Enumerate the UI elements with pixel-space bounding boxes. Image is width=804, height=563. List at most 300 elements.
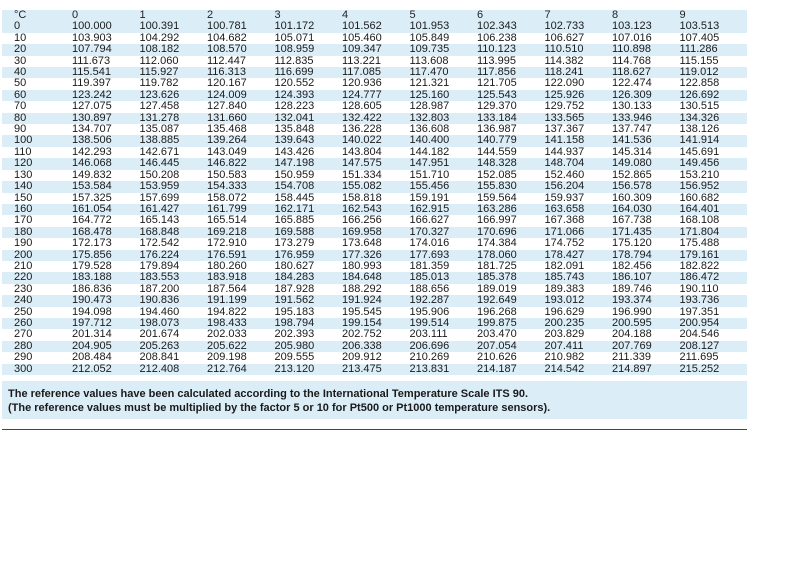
value-cell: 187.200 [139,282,180,295]
value-cell: 121.321 [409,77,450,90]
value-cell: 133.565 [544,111,585,124]
value-cell: 158.818 [342,191,382,204]
value-cell: 201.674 [139,328,180,341]
temperature-cell: 90 [14,123,27,136]
value-cell: 168.848 [139,225,180,238]
value-cell: 200.595 [612,316,652,329]
table-body [2,21,747,375]
value-cell: 138.885 [139,134,180,147]
value-cell: 171.066 [544,225,585,238]
column-header: 5 [409,9,416,21]
temperature-cell: 140 [14,180,33,193]
value-cell: 202.393 [274,328,315,341]
value-cell: 115.155 [679,54,719,67]
value-cell: 166.997 [477,214,517,227]
value-cell: 124.393 [274,88,315,101]
value-cell: 179.894 [139,259,180,272]
value-cell: 198.073 [139,316,180,329]
value-cell: 134.707 [72,123,112,136]
temperature-cell: 200 [14,248,33,261]
temperature-cell: 110 [14,145,32,158]
value-cell: 165.143 [139,214,180,227]
value-cell: 203.111 [409,328,448,341]
temperature-cell: 240 [14,294,33,307]
value-cell: 110.510 [544,43,584,56]
value-cell: 109.735 [409,43,450,56]
value-cell: 150.583 [207,168,247,181]
value-cell: 146.068 [72,157,112,170]
value-cell: 162.915 [409,202,450,215]
value-cell: 149.456 [679,157,720,170]
value-cell: 131.660 [207,111,247,124]
value-cell: 148.328 [477,157,517,170]
value-cell: 141.158 [544,134,585,147]
value-cell: 135.848 [274,123,315,136]
value-cell: 128.223 [274,100,315,113]
value-cell: 114.382 [544,54,584,67]
value-cell: 181.725 [477,259,517,272]
value-cell: 200.235 [544,316,585,329]
value-cell: 139.643 [274,134,315,147]
value-cell: 106.627 [544,31,585,44]
table-row [2,101,747,112]
value-cell: 132.803 [409,111,450,124]
value-cell: 183.188 [72,271,112,284]
value-cell: 135.087 [139,123,180,136]
value-cell: 190.110 [679,282,719,295]
value-cell: 158.445 [274,191,315,204]
value-cell: 124.777 [342,88,382,101]
value-cell: 196.268 [477,305,517,318]
notes-box [2,381,747,419]
value-cell: 123.626 [139,88,180,101]
value-cell: 180.993 [342,259,382,272]
value-cell: 204.188 [612,328,652,341]
value-cell: 171.804 [679,225,720,238]
value-cell: 157.699 [139,191,180,204]
value-cell: 174.384 [477,237,517,250]
temperature-cell: 150 [14,191,33,204]
column-header: 3 [274,9,281,21]
value-cell: 187.564 [207,282,247,295]
value-cell: 147.575 [342,157,382,170]
value-cell: 159.191 [409,191,450,204]
table-row [2,364,747,375]
value-cell: 147.951 [409,157,450,170]
value-cell: 110.123 [477,43,516,56]
value-cell: 207.769 [612,339,652,352]
value-cell: 206.696 [409,339,450,352]
value-cell: 115.927 [139,66,179,79]
value-cell: 192.287 [409,294,450,307]
value-cell: 182.091 [544,259,585,272]
value-cell: 156.204 [544,180,585,193]
table-row [2,352,747,363]
temperature-cell: 180 [14,225,33,238]
value-cell: 140.779 [477,134,517,147]
reference-table-sheet [2,10,747,430]
value-cell: 152.460 [544,168,585,181]
value-cell: 178.427 [544,248,585,261]
value-cell: 108.959 [274,43,315,56]
value-cell: 127.075 [72,100,112,113]
value-cell: 130.133 [612,100,652,113]
value-cell: 196.629 [544,305,585,318]
value-cell: 117.470 [409,66,449,79]
value-cell: 208.841 [139,351,180,364]
value-cell: 117.856 [477,66,516,79]
value-cell: 198.794 [274,316,315,329]
value-cell: 154.333 [207,180,247,193]
value-cell: 168.478 [72,225,112,238]
note-line-2: (The reference values must be multiplied by the factor 5 or 10 for Pt500 or Pt1000 temperature sensors). [8,402,551,414]
value-cell: 185.378 [477,271,517,284]
value-cell: 160.309 [612,191,652,204]
value-cell: 153.210 [679,168,720,181]
value-cell: 195.183 [274,305,315,318]
value-cell: 198.433 [207,316,247,329]
value-cell: 164.401 [679,202,720,215]
value-cell: 165.514 [207,214,247,227]
value-cell: 164.030 [612,202,652,215]
value-cell: 177.326 [342,248,382,261]
value-cell: 192.649 [477,294,517,307]
value-cell: 173.648 [342,237,382,250]
value-cell: 140.400 [409,134,450,147]
value-cell: 159.564 [477,191,517,204]
value-cell: 184.283 [274,271,315,284]
table-row [2,158,747,169]
value-cell: 204.905 [72,339,112,352]
value-cell: 193.736 [679,294,720,307]
column-header: 9 [679,9,686,21]
value-cell: 114.768 [612,54,651,67]
value-cell: 196.990 [612,305,652,318]
temperature-cell: 190 [14,237,33,250]
temperature-cell: 290 [14,351,33,364]
value-cell: 130.515 [679,100,720,113]
value-cell: 107.405 [679,31,720,44]
bottom-divider [2,429,747,430]
value-cell: 126.309 [612,88,652,101]
value-cell: 209.555 [274,351,315,364]
value-cell: 136.228 [342,123,382,136]
value-cell: 150.208 [139,168,180,181]
value-cell: 211.339 [612,351,651,364]
value-cell: 169.958 [342,225,382,238]
value-cell: 100.391 [139,20,180,33]
value-cell: 128.605 [342,100,382,113]
value-cell: 110.898 [612,43,651,56]
value-cell: 143.426 [274,145,315,158]
value-cell: 186.836 [72,282,112,295]
value-cell: 188.292 [342,282,382,295]
value-cell: 211.695 [679,351,719,364]
value-cell: 129.370 [477,100,517,113]
value-cell: 183.918 [207,271,247,284]
value-cell: 102.733 [544,20,585,33]
value-cell: 105.460 [342,31,382,44]
value-cell: 204.546 [679,328,720,341]
value-cell: 105.071 [274,31,315,44]
value-cell: 147.198 [274,157,315,170]
value-cell: 185.743 [544,271,585,284]
value-cell: 195.545 [342,305,382,318]
value-cell: 103.123 [612,20,652,33]
value-cell: 121.705 [477,77,517,90]
value-cell: 139.264 [207,134,247,147]
temperature-cell: 0 [14,20,21,33]
column-header: 4 [342,9,349,21]
value-cell: 173.279 [274,237,315,250]
value-cell: 166.256 [342,214,382,227]
temperature-cell: 50 [14,77,27,90]
value-cell: 112.060 [139,54,179,67]
value-cell: 212.764 [207,362,247,375]
value-cell: 146.445 [139,157,180,170]
value-cell: 143.804 [342,145,382,158]
value-cell: 162.543 [342,202,382,215]
value-cell: 101.172 [274,20,315,33]
value-cell: 164.772 [72,214,112,227]
value-cell: 209.912 [342,351,382,364]
value-cell: 136.987 [477,123,517,136]
value-cell: 191.562 [274,294,315,307]
value-cell: 155.082 [342,180,382,193]
temperature-cell: 280 [14,339,33,352]
value-cell: 163.658 [544,202,585,215]
value-cell: 140.022 [342,134,382,147]
value-cell: 182.822 [679,259,720,272]
value-cell: 153.584 [72,180,112,193]
value-cell: 143.049 [207,145,247,158]
value-cell: 163.286 [477,202,517,215]
value-cell: 166.627 [409,214,450,227]
value-cell: 117.085 [342,66,381,79]
value-cell: 175.856 [72,248,112,261]
value-cell: 155.456 [409,180,450,193]
value-cell: 127.840 [207,100,247,113]
value-cell: 190.836 [139,294,180,307]
value-cell: 142.293 [72,145,112,158]
value-cell: 205.980 [274,339,315,352]
value-cell: 210.982 [544,351,585,364]
value-cell: 201.314 [72,328,112,341]
value-cell: 109.347 [342,43,382,56]
value-cell: 145.691 [679,145,720,158]
value-cell: 130.897 [72,111,112,124]
temperature-cell: 300 [14,362,33,375]
value-cell: 189.383 [544,282,585,295]
value-cell: 156.578 [612,180,652,193]
value-cell: 105.849 [409,31,450,44]
value-cell: 186.107 [612,271,652,284]
value-cell: 108.182 [139,43,180,56]
value-cell: 197.712 [72,316,112,329]
value-cell: 207.054 [477,339,517,352]
value-cell: 111.286 [679,43,718,56]
value-cell: 175.120 [612,237,652,250]
value-cell: 112.835 [274,54,314,67]
value-cell: 178.060 [477,248,517,261]
value-cell: 116.699 [274,66,314,79]
temperature-cell: 30 [14,54,27,67]
value-cell: 200.954 [679,316,720,329]
temperature-cell: 230 [14,282,33,295]
value-cell: 209.198 [207,351,247,364]
value-cell: 190.473 [72,294,112,307]
value-cell: 214.542 [544,362,585,375]
value-cell: 205.263 [139,339,180,352]
temperature-cell: 10 [14,31,27,44]
value-cell: 182.456 [612,259,652,272]
value-cell: 170.696 [477,225,517,238]
value-cell: 152.085 [477,168,517,181]
column-header: 7 [544,9,551,21]
value-cell: 205.622 [207,339,247,352]
value-cell: 183.553 [139,271,180,284]
value-cell: 125.926 [544,88,585,101]
value-cell: 203.470 [477,328,517,341]
value-cell: 154.708 [274,180,315,193]
value-cell: 175.488 [679,237,720,250]
value-cell: 188.656 [409,282,450,295]
value-cell: 174.752 [544,237,585,250]
value-cell: 214.897 [612,362,652,375]
temperature-cell: 20 [14,43,27,56]
value-cell: 159.937 [544,191,585,204]
value-cell: 202.033 [207,328,247,341]
value-cell: 199.875 [477,316,517,329]
value-cell: 168.108 [679,214,720,227]
value-cell: 127.458 [139,100,180,113]
value-cell: 112.447 [207,54,246,67]
column-header: 0 [72,9,79,21]
value-cell: 194.822 [207,305,247,318]
temperature-cell: 160 [14,202,33,215]
value-cell: 111.673 [72,54,111,67]
value-cell: 180.627 [274,259,315,272]
value-cell: 107.016 [612,31,652,44]
value-cell: 179.528 [72,259,112,272]
table-row [2,181,747,192]
temperature-cell: 130 [14,168,33,181]
column-header: 8 [612,9,619,21]
value-cell: 126.692 [679,88,720,101]
value-cell: 119.012 [679,66,719,79]
value-cell: 191.199 [207,294,247,307]
note-line-1: The reference values have been calculated according to the International Temperature Scale ITS 90. [8,388,529,400]
value-cell: 115.541 [72,66,111,79]
value-cell: 212.052 [72,362,112,375]
value-cell: 160.682 [679,191,720,204]
value-cell: 122.474 [612,77,652,90]
value-cell: 145.314 [612,145,652,158]
value-cell: 103.903 [72,31,112,44]
value-cell: 152.865 [612,168,652,181]
value-cell: 208.127 [679,339,720,352]
value-cell: 174.016 [409,237,450,250]
value-cell: 148.704 [544,157,585,170]
column-header: 6 [477,9,484,21]
value-cell: 133.184 [477,111,517,124]
value-cell: 195.906 [409,305,450,318]
value-cell: 215.252 [679,362,720,375]
value-cell: 187.928 [274,282,315,295]
value-cell: 172.910 [207,237,247,250]
value-cell: 169.588 [274,225,315,238]
value-cell: 191.924 [342,294,382,307]
value-cell: 213.831 [409,362,450,375]
value-cell: 102.343 [477,20,517,33]
value-cell: 144.182 [409,145,450,158]
value-cell: 206.338 [342,339,382,352]
value-cell: 149.080 [612,157,652,170]
value-cell: 167.368 [544,214,585,227]
value-cell: 203.829 [544,328,585,341]
value-cell: 199.514 [409,316,450,329]
value-cell: 138.506 [72,134,112,147]
value-cell: 137.367 [544,123,585,136]
temperature-cell: 70 [14,100,27,113]
unit-header: °C [14,9,27,21]
value-cell: 210.626 [477,351,517,364]
value-cell: 189.746 [612,282,652,295]
temperature-cell: 80 [14,111,27,124]
value-cell: 193.374 [612,294,652,307]
value-cell: 185.013 [409,271,450,284]
value-cell: 176.224 [139,248,180,261]
value-cell: 167.738 [612,214,652,227]
value-cell: 172.173 [72,237,112,250]
value-cell: 124.009 [207,88,247,101]
value-cell: 118.627 [612,66,651,79]
value-cell: 106.238 [477,31,517,44]
value-cell: 194.098 [72,305,112,318]
value-cell: 135.468 [207,123,247,136]
table-row [2,215,747,226]
value-cell: 144.559 [477,145,517,158]
value-cell: 123.242 [72,88,112,101]
value-cell: 132.422 [342,111,382,124]
value-cell: 213.120 [274,362,315,375]
value-cell: 178.794 [612,248,652,261]
value-cell: 119.397 [72,77,111,90]
value-cell: 181.359 [409,259,450,272]
value-cell: 113.995 [477,54,516,67]
value-cell: 128.987 [409,100,450,113]
value-cell: 122.090 [544,77,585,90]
temperature-cell: 250 [14,305,33,318]
reference-values-table [2,10,747,375]
value-cell: 207.411 [544,339,584,352]
temperature-cell: 210 [14,259,33,272]
value-cell: 107.794 [72,43,112,56]
column-header: 2 [207,9,214,21]
value-cell: 141.536 [612,134,652,147]
value-cell: 100.000 [72,20,112,33]
value-cell: 149.832 [72,168,112,181]
value-cell: 133.946 [612,111,652,124]
value-cell: 193.012 [544,294,585,307]
value-cell: 169.218 [207,225,247,238]
column-header: 1 [139,9,146,21]
value-cell: 197.351 [679,305,720,318]
value-cell: 138.126 [679,123,720,136]
value-cell: 144.937 [544,145,585,158]
value-cell: 134.326 [679,111,720,124]
value-cell: 184.648 [342,271,382,284]
